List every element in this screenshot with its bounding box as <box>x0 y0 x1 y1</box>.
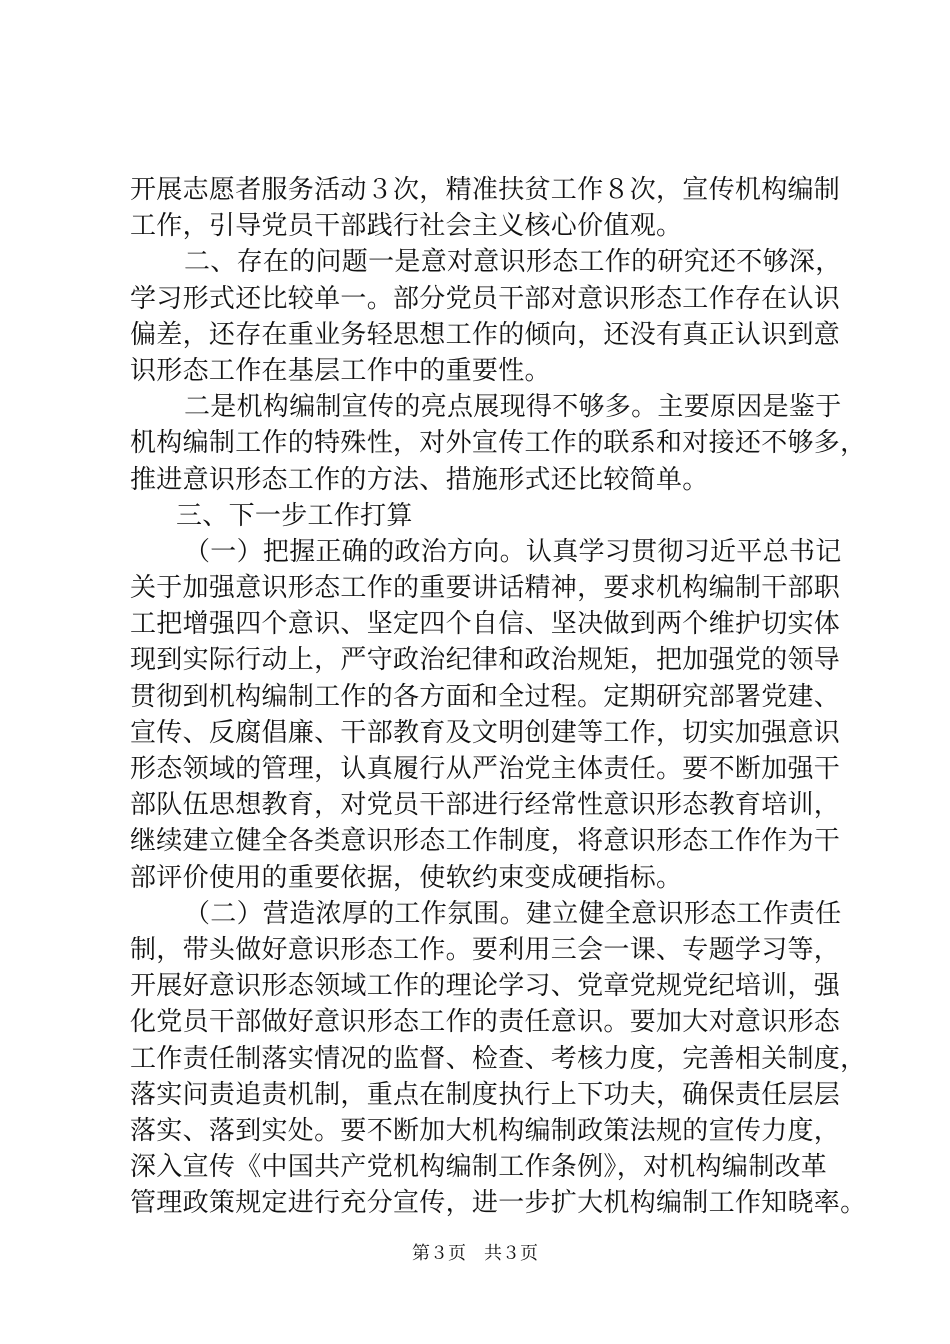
text-line: 部队伍思想教育，对党员干部进行经常性意识形态教育培训， <box>130 790 841 821</box>
text-line: 工作责任制落实情况的监督、检查、考核力度，完善相关制度， <box>130 1043 867 1074</box>
text-line: 化党员干部做好意识形态工作的责任意识。要加大对意识形态 <box>130 1007 841 1038</box>
text-line: 宣传、反腐倡廉、干部教育及文明创建等工作，切实加强意识 <box>130 717 841 748</box>
text-line: 继续建立健全各类意识形态工作制度，将意识形态工作作为干 <box>130 826 841 857</box>
text-line: 学习形式还比较单一。部分党员干部对意识形态工作存在认识 <box>130 283 841 314</box>
paragraph-start: 二是机构编制宣传的亮点展现得不够多。主要原因是鉴于 <box>184 392 842 423</box>
text-line: 落实、落到实处。要不断加大机构编制政策法规的宣传力度， <box>130 1115 841 1146</box>
text-line: 制，带头做好意识形态工作。要利用三会一课、专题学习等， <box>130 934 841 965</box>
text-line: 推进意识形态工作的方法、措施形式还比较简单。 <box>130 464 709 495</box>
text-line: 部评价使用的重要依据，使软约束变成硬指标。 <box>130 862 683 893</box>
text-line: 开展好意识形态领域工作的理论学习、党章党规党纪培训，强 <box>130 971 841 1002</box>
text-line: 工作，引导党员干部践行社会主义核心价值观。 <box>130 211 683 242</box>
text-line: 形态领域的管理，认真履行从严治党主体责任。要不断加强干 <box>130 754 841 784</box>
text-line: 偏差，还存在重业务轻思想工作的倾向，还没有真正认识到意 <box>130 319 841 350</box>
text-line: 贯彻到机构编制工作的各方面和全过程。定期研究部署党建、 <box>130 681 841 712</box>
text-line: 现到实际行动上，严守政治纪律和政治规矩，把加强党的领导 <box>130 645 841 676</box>
text-line: 开展志愿者服务活动３次，精准扶贫工作８次，宣传机构编制 <box>130 175 841 205</box>
text-line: 工把增强四个意识、坚定四个自信、坚决做到两个维护切实体 <box>130 609 841 640</box>
text-line: 管理政策规定进行充分宣传，进一步扩大机构编制工作知晓率。 <box>130 1188 867 1219</box>
page-number-footer: 第３页 共３页 <box>412 1243 538 1264</box>
text-line: 识形态工作在基层工作中的重要性。 <box>130 355 551 386</box>
text-line: 关于加强意识形态工作的重要讲话精神，要求机构编制干部职 <box>130 573 841 604</box>
text-line: 机构编制工作的特殊性，对外宣传工作的联系和对接还不够多， <box>130 428 867 459</box>
section-heading-next-steps: 三、下一步工作打算 <box>176 500 413 531</box>
document-body <box>130 172 867 1221</box>
subsection-heading-1: （一）把握正确的政治方向。认真学习贯彻习近平总书记 <box>184 536 842 567</box>
text-line: 落实问责追责机制，重点在制度执行上下功夫，确保责任层层 <box>130 1079 841 1110</box>
subsection-heading-2: （二）营造浓厚的工作氛围。建立健全意识形态工作责任 <box>184 898 842 929</box>
text-line: 深入宣传《中国共产党机构编制工作条例》，对机构编制改革 <box>130 1152 828 1183</box>
section-heading-problems: 二、存在的问题一是意对意识形态工作的研究还不够深， <box>184 247 842 278</box>
